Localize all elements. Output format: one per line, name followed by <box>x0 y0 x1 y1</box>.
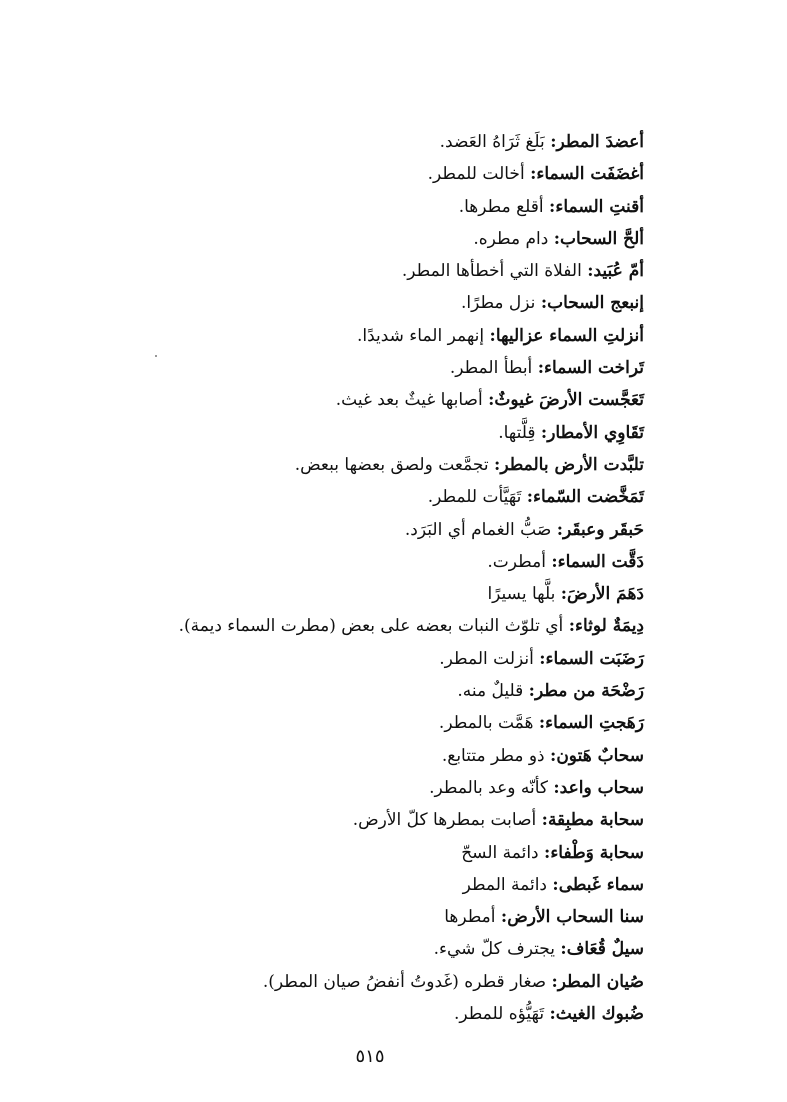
entry-separator: : <box>549 196 556 217</box>
entry-separator: : <box>568 616 575 637</box>
entry-definition: دام مطره. <box>473 228 549 249</box>
entry-term: حَبقَر وعبقَر <box>563 519 644 540</box>
entry-definition: أبطأ المطر. <box>449 358 533 379</box>
entry-definition: بلَّها يسيرًا <box>487 584 556 605</box>
entry-separator: : <box>528 681 535 702</box>
entry-separator: : <box>541 810 548 831</box>
list-item <box>84 740 644 772</box>
entry-term: إنبعج السحاب <box>547 293 644 314</box>
entry-definition: كأنّه وعد بالمطر. <box>429 777 548 798</box>
entry-term: أعضدَ المطر <box>556 132 644 152</box>
entry-definition: بَلَغ ثَرَاهُ العَضد. <box>439 132 545 152</box>
entry-separator: : <box>553 228 560 249</box>
entry-separator: : <box>544 842 551 863</box>
list-item <box>84 901 644 933</box>
entry-definition: قليلٌ منه. <box>457 681 524 702</box>
entry-separator: : <box>539 648 546 669</box>
entry-definition: قِلَّتها. <box>498 422 536 443</box>
entry-separator: : <box>550 745 557 766</box>
entry-separator: : <box>540 293 548 314</box>
page-number: ٥١٥ <box>355 1046 385 1067</box>
list-item <box>84 481 644 513</box>
entry-definition: تَهَيَّأت للمطر. <box>427 487 522 508</box>
entry-term: تَقَاوِي الأمطار <box>547 422 644 443</box>
entry-definition: ذو مطر متتابع. <box>441 745 545 766</box>
entry-definition: أقلع مطرها. <box>458 196 544 217</box>
entry-separator: : <box>489 325 496 346</box>
list-item <box>84 966 644 998</box>
entry-definition: تجمَّعت ولصق بعضها ببعض. <box>294 454 489 475</box>
entry-term: أمّ عُبَيد <box>593 261 644 282</box>
entry-term: تلبَّدت الأرض بالمطر <box>500 454 644 475</box>
entry-term: تَمَخَّضت السّماء <box>533 487 644 508</box>
entry-separator: : <box>587 261 594 282</box>
entry-separator: : <box>500 907 508 928</box>
list-item <box>84 933 644 965</box>
entry-term: سحاب واعد <box>559 777 644 798</box>
entry-term: دِيمَةٌ لوثاء <box>574 616 644 637</box>
entry-separator: : <box>530 164 537 185</box>
entry-term: رَهَجتِ السماء <box>545 713 644 734</box>
entry-term: أنزلتِ السماء عزاليها <box>495 325 644 346</box>
entry-separator: : <box>560 939 567 960</box>
entry-separator: : <box>549 1004 556 1025</box>
entry-term: سماء غَبطى <box>558 874 644 895</box>
entry-separator: : <box>537 358 544 379</box>
entry-definition: الفلاة التي أخطأها المطر. <box>401 261 582 282</box>
entry-term: سحابة وَطْفاء <box>550 842 644 863</box>
list-item <box>84 837 644 869</box>
entry-separator: : <box>552 874 559 895</box>
list-item <box>84 352 644 384</box>
entry-definition: أمطرها <box>444 907 496 928</box>
entry-definition: أمطرت. <box>487 551 546 572</box>
entry-separator: : <box>526 487 534 508</box>
entry-separator: : <box>538 713 546 734</box>
scan-speck <box>155 355 157 357</box>
list-item <box>84 675 644 707</box>
entry-definition: أصابت بمطرها كلّ الأرض. <box>352 810 537 831</box>
entry-term: رَضَبَت السماء <box>545 648 644 669</box>
list-item <box>84 610 644 642</box>
list-item <box>84 320 644 352</box>
entry-separator: : <box>494 454 501 475</box>
list-item <box>84 255 644 287</box>
entry-term: دَهَمَ الأرضَ <box>567 584 644 605</box>
entry-definition: نزل مطرًا. <box>460 293 536 314</box>
list-item <box>84 869 644 901</box>
entry-separator: : <box>553 777 560 798</box>
entry-term: تَعَجَّست الأرضَ غيوثٌ <box>494 390 644 411</box>
list-item <box>84 126 644 158</box>
list-item <box>84 707 644 739</box>
list-item <box>84 804 644 836</box>
entry-definition: إنهمر الماء شديدًا. <box>356 325 485 346</box>
entry-definition: دائمة السحّ <box>461 842 539 863</box>
entry-term: أقنتِ السماء <box>555 196 644 217</box>
entry-term: رَضْحَة من مطر <box>534 681 644 702</box>
list-item <box>84 287 644 319</box>
entry-term: صُيان المطر <box>557 971 644 992</box>
entry-separator: : <box>560 584 568 605</box>
entry-definition: يجترف كلّ شيء. <box>433 939 556 960</box>
entry-term: تَراخت السماء <box>543 358 644 379</box>
entry-term: سحابة مطبِقة <box>547 810 644 831</box>
list-item <box>84 191 644 223</box>
entry-definition: أصابها غيثٌ بعد غيث. <box>335 390 483 411</box>
list-item <box>84 223 644 255</box>
entry-definition: أنزلت المطر. <box>439 648 534 669</box>
entry-definition: تَهَيُّؤه للمطر. <box>453 1004 545 1025</box>
list-item <box>84 449 644 481</box>
entry-separator: : <box>488 390 495 411</box>
entry-definition: هَمَّت بالمطر. <box>438 713 534 734</box>
entry-definition: دائمة المطر <box>462 874 547 895</box>
list-item <box>84 546 644 578</box>
entry-term: أغضَفَت السماء <box>536 164 644 185</box>
entry-definition: أخالت للمطر. <box>427 164 525 185</box>
list-item <box>84 384 644 416</box>
list-item <box>84 514 644 546</box>
entry-separator: : <box>550 132 557 152</box>
entry-term: ضُبوك الغيث <box>555 1004 644 1025</box>
list-item <box>84 158 644 190</box>
entry-list <box>84 126 644 1030</box>
list-item <box>84 643 644 675</box>
list-item <box>84 578 644 610</box>
list-item <box>84 772 644 804</box>
entry-term: سيلٌ قُعَاف <box>566 939 644 960</box>
list-item <box>84 998 644 1030</box>
entry-term: ألحَّ السحاب <box>559 228 644 249</box>
entry-definition: صغار قطره (غَدوتُ أنفضُ صيان المطر). <box>262 971 547 992</box>
entry-separator: : <box>556 519 563 540</box>
entry-separator: : <box>551 551 558 572</box>
list-item <box>84 417 644 449</box>
entry-separator: : <box>540 422 548 443</box>
entry-separator: : <box>551 971 558 992</box>
entry-term: سحابٌ هَتون <box>556 745 644 766</box>
entry-term: دَقَّت السماء <box>557 551 644 572</box>
entry-definition: أي تلوّث النبات بعضه على بعض (مطرت السماء ديمة). <box>178 616 564 637</box>
entry-term: سنا السحاب الأرض <box>507 907 644 928</box>
entry-definition: صَبُّ الغمام أي البَرَد. <box>404 519 552 540</box>
